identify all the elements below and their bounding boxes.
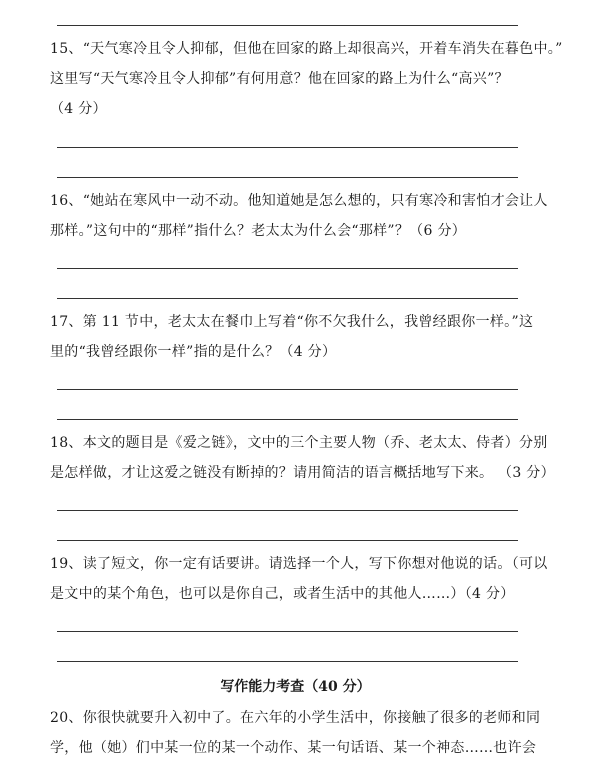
question-text: 20、你很快就要升入初中了。在六年的小学生活中，你接触了很多的老师和同 bbox=[50, 710, 541, 726]
question-17 bbox=[50, 307, 534, 367]
answer-line bbox=[57, 631, 518, 632]
question-text: （4 分） bbox=[50, 101, 107, 117]
question-text: 19、读了短文，你一定有话要讲。请选择一个人，写下你想对他说的话。（可以 bbox=[50, 556, 548, 572]
question-text: 里的“我曾经跟你一样”指的是什么？（4 分） bbox=[50, 344, 337, 360]
question-text: 学，他（她）们中某一位的某一个动作、某一句话语、某一个神态……也许会 bbox=[50, 740, 537, 756]
answer-line bbox=[57, 25, 518, 26]
answer-line bbox=[57, 540, 518, 541]
answer-line bbox=[57, 177, 518, 178]
question-text: 是文中的某个角色，也可以是你自己，或者生活中的其他人……）（4 分） bbox=[50, 586, 515, 602]
question-19 bbox=[50, 549, 548, 609]
question-text: 15、“天气寒冷且令人抑郁，但他在回家的路上却很高兴，开着车消失在暮色中。” bbox=[50, 41, 563, 57]
question-20 bbox=[50, 703, 541, 763]
question-text: 是怎样做，才让这爱之链没有断掉的？请用简洁的语言概括地写下来。 （3 分） bbox=[50, 465, 555, 481]
section-title: 写作能力考查（40 分） bbox=[220, 679, 371, 695]
answer-line bbox=[57, 419, 518, 420]
question-16 bbox=[50, 186, 548, 246]
question-text: 这里写“天气寒冷且令人抑郁”有何用意？他在回家的路上为什么“高兴”？ bbox=[50, 71, 509, 87]
answer-line bbox=[57, 661, 518, 662]
question-text: 16、“她站在寒风中一动不动。他知道她是怎么想的，只有寒冷和害怕才会让人 bbox=[50, 193, 548, 209]
question-text: 17、第 11 节中，老太太在餐巾上写着“你不欠我什么，我曾经跟你一样。”这 bbox=[50, 314, 534, 330]
question-15 bbox=[50, 34, 563, 124]
answer-line bbox=[57, 268, 518, 269]
question-text: 那样。”这句中的“那样”指什么？老太太为什么会“那样”？（6 分） bbox=[50, 223, 467, 239]
question-text: 18、本文的题目是《爱之链》，文中的三个主要人物（乔、老太太、侍者）分别 bbox=[50, 435, 548, 451]
answer-line bbox=[57, 298, 518, 299]
question-18 bbox=[50, 428, 555, 488]
answer-line bbox=[57, 147, 518, 148]
answer-line bbox=[57, 389, 518, 390]
answer-line bbox=[57, 510, 518, 511]
